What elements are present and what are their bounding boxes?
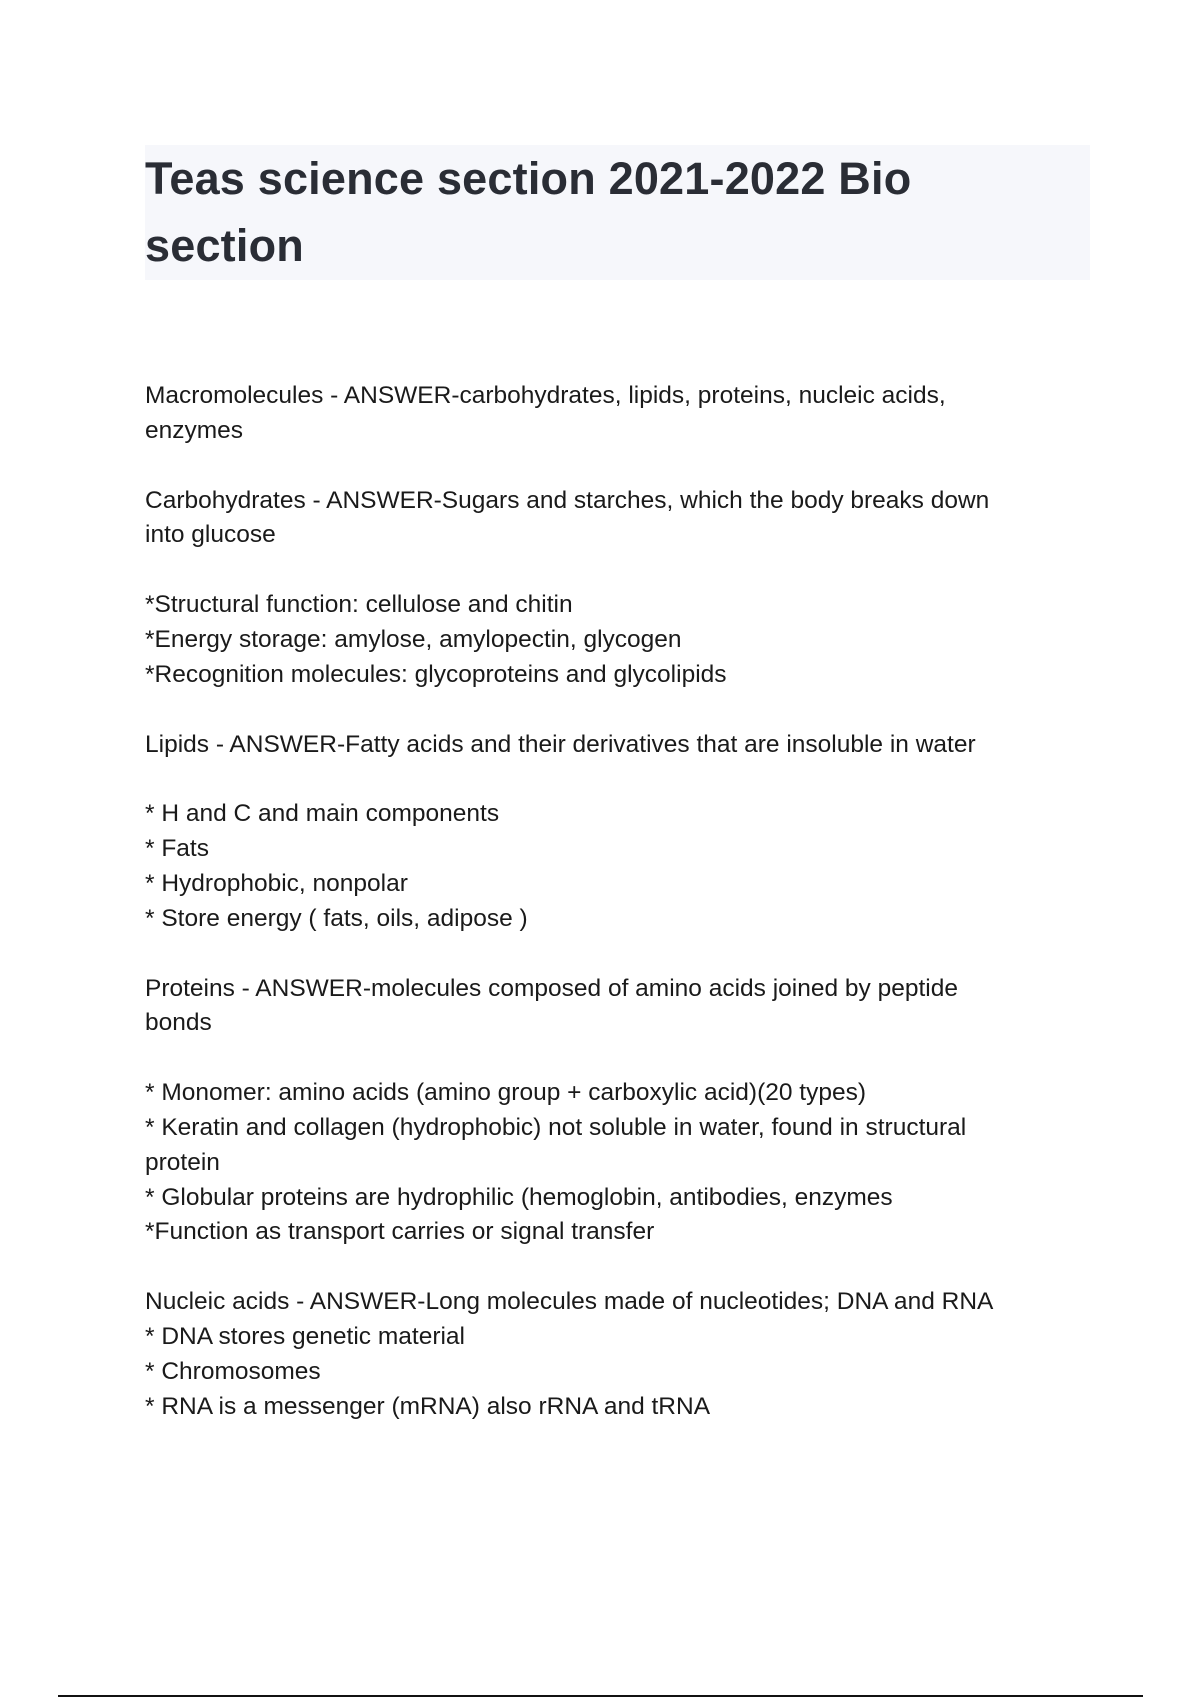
answer-line: bonds <box>145 1009 212 1037</box>
answer-line: Proteins - ANSWER-molecules composed of amino acids joined by peptide <box>145 974 958 1002</box>
detail-line: * Monomer: amino acids (amino group + carboxylic acid)(20 types) <box>145 1079 867 1107</box>
detail-line: *Structural function: cellulose and chitin <box>145 591 573 619</box>
detail-line: *Recognition molecules: glycoproteins and glycolipids <box>145 660 727 688</box>
answer-line: * Chromosomes <box>145 1357 321 1385</box>
title-box <box>145 145 1090 280</box>
detail-line: *Function as transport carries or signal transfer <box>145 1218 655 1246</box>
flashcard-lipids <box>145 728 1090 937</box>
answer-line: Nucleic acids - ANSWER-Long molecules made of nucleotides; DNA and RNA <box>145 1288 994 1316</box>
answer-line: Macromolecules - ANSWER-carbohydrates, lipids, proteins, nucleic acids, <box>145 382 946 409</box>
answer-line: Lipids - ANSWER-Fatty acids and their derivatives that are insoluble in water <box>145 730 976 758</box>
footer-divider <box>58 1695 1143 1697</box>
detail-line: * Fats <box>145 835 209 863</box>
flashcard-macromolecules <box>145 379 1090 449</box>
detail-line: protein <box>145 1148 220 1176</box>
answer-line: * RNA is a messenger (mRNA) also rRNA and tRNA <box>145 1392 711 1420</box>
answer-line: into glucose <box>145 521 276 549</box>
detail-line: * H and C and main components <box>145 800 500 828</box>
answer-line: enzymes <box>145 416 244 444</box>
flashcard-list <box>145 379 1090 1459</box>
flashcard-proteins <box>145 972 1090 1251</box>
answer-line: Carbohydrates - ANSWER-Sugars and starches, which the body breaks down <box>145 486 990 514</box>
flashcard-nucleic-acids <box>145 1285 1090 1424</box>
page-title-line-2: section <box>145 220 304 271</box>
detail-line: * Store energy ( fats, oils, adipose ) <box>145 904 528 932</box>
page-title-line-1: Teas science section 2021-2022 Bio <box>145 153 912 204</box>
detail-line: * Hydrophobic, nonpolar <box>145 869 408 897</box>
flashcard-carbohydrates <box>145 484 1090 693</box>
detail-line: * Globular proteins are hydrophilic (hemoglobin, antibodies, enzymes <box>145 1183 893 1211</box>
detail-line: * Keratin and collagen (hydrophobic) not soluble in water, found in structural <box>145 1113 967 1141</box>
answer-line: * DNA stores genetic material <box>145 1322 465 1350</box>
spacer <box>145 1041 1090 1076</box>
detail-line: *Energy storage: amylose, amylopectin, glycogen <box>145 625 682 653</box>
page-title <box>145 145 1090 279</box>
spacer <box>145 762 1090 797</box>
spacer <box>145 553 1090 588</box>
